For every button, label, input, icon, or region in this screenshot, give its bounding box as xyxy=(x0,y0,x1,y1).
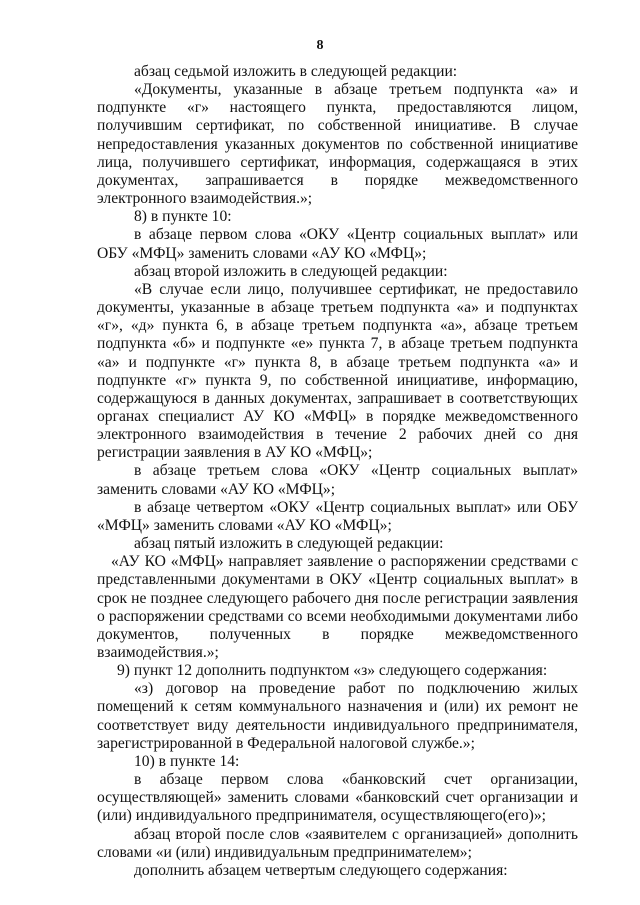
paragraph: в абзаце первом слова «ОКУ «Центр социальных выплат» или ОБУ «МФЦ» заменить словами «АУ КО «МФЦ»; xyxy=(97,226,578,262)
paragraph: абзац второй после слов «заявителем с организацией» дополнить словами «и (или) индивидуальным предпринимателем»; xyxy=(97,825,578,861)
paragraph: абзац второй изложить в следующей редакции: xyxy=(134,262,448,280)
paragraph: 9) пункт 12 дополнить подпунктом «з» следующего содержания: xyxy=(117,662,548,680)
paragraph: в абзаце первом слова «банковский счет организации, осуществляющей» заменить словами «банковский счет организации и (или) индивидуального предпринимателя, осуществляющего(его)»; xyxy=(97,771,578,825)
paragraph: «Документы, указанные в абзаце третьем подпункта «а» и подпункте «г» настоящего пункта, предоставляются лицом, получившим сертификат, по собственной инициативе. В случае непредоставления указанных документов по собственной инициативе лица, получившего сертификат, информация, содержащаяся в этих документах, запрашивается в порядке межведомственного электронного взаимодействия.»; xyxy=(97,81,578,208)
paragraph: 8) в пункте 10: xyxy=(134,208,232,226)
paragraph: в абзаце третьем слова «ОКУ «Центр социальных выплат» заменить словами «АУ КО «МФЦ»; xyxy=(97,462,578,498)
paragraph: в абзаце четвертом «ОКУ «Центр социальных выплат» или ОБУ «МФЦ» заменить словами «АУ КО «МФЦ»; xyxy=(97,498,578,534)
paragraph: «АУ КО «МФЦ» направляет заявление о распоряжении средствами с представленными документами в ОКУ «Центр социальных выплат» в срок не позднее следующего рабочего дня после регистрации заявления о распоряжении средствами со всеми необходимыми документами либо документов, полученных в порядке межведомственного взаимодействия.»; xyxy=(97,553,578,661)
paragraph: дополнить абзацем четвертым следующего содержания: xyxy=(134,861,508,879)
paragraph: абзац седьмой изложить в следующей редакции: xyxy=(134,63,458,80)
paragraph: 10) в пункте 14: xyxy=(134,752,240,770)
paragraph: абзац пятый изложить в следующей редакции: xyxy=(134,535,444,553)
page-number: 8 xyxy=(316,38,324,53)
document-body xyxy=(97,63,578,880)
paragraph: «з) договор на проведение работ по подключению жилых помещений к сетям коммунального назначения и (или) их ремонт не соответствует виду деятельности индивидуального предпринимателя, зарегистрированной в Федеральной налоговой службе.»; xyxy=(97,680,578,752)
paragraph: «В случае если лицо, получившее сертификат, не предоставило документы, указанные в абзаце третьем подпункта «а» и подпунктах «г», «д» пункта 6, в абзаце третьем подпункта «а», абзаце третьем подпункта «б» и подпункте «е» пункта 7, в абзаце третьем подпункта «а» и подпункте «г» пункта 8, в абзаце третьем подпункта «а» и подпункте «г» пункта 9, по собственной инициативе, информацию, содержащуюся в данных документах, запрашивает в соответствующих органах специалист АУ КО «МФЦ» в порядке межведомственного электронного взаимодействия в течение 2 рабочих дней со дня регистрации заявления в АУ КО «МФЦ»; xyxy=(97,280,578,462)
